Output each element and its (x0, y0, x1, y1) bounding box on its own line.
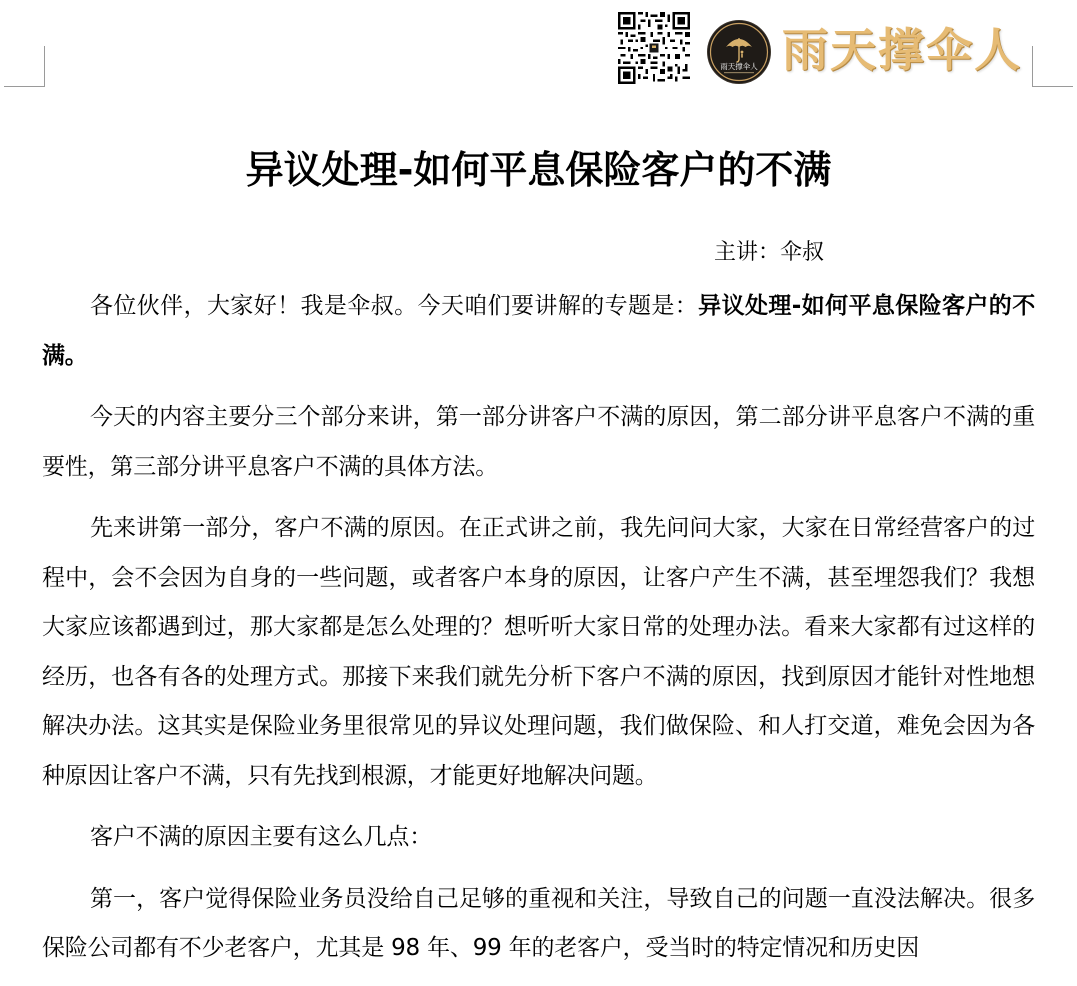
qr-code-image (618, 12, 690, 84)
speaker-line: 主讲：伞叔 (714, 240, 825, 265)
paragraph-bold-text: 异议处理-如何平息保险客户的不满。 (42, 293, 1035, 369)
document-title: 异议处理-如何平息保险客户的不满 (245, 148, 832, 192)
page-corner-mark-left (4, 46, 45, 87)
paragraph: 客户不满的原因主要有这么几点： (90, 824, 433, 850)
paragraph (42, 282, 1035, 381)
brand-logo-icon (706, 19, 772, 85)
logo-badge-text: 雨天撑伞人 (720, 62, 758, 71)
paragraph: 先来讲第一部分，客户不满的原因。在正式讲之前，我先问问大家，大家在日常经营客户的过程中，会不会因为自身的一些问题，或者客户本身的原因，让客户产生不满，甚至埋怨我们？我想大家应该都遇到过，那大家都是怎么处理的？想听听大家日常的处理办法。看来大家都有过这样的经历，也各有各的处理方式。那接下来我们就先分析下客户不满的原因，找到原因才能针对性地想解决办法。这其实是保险业务里很常见的异议处理问题，我们做保险、和人打交道，难免会因为各种原因让客户不满，只有先找到根源，才能更好地解决问题。 (42, 515, 1035, 789)
brand-name: 雨天撑伞人 (782, 23, 1022, 77)
paragraph: 今天的内容主要分三个部分来讲，第一部分讲客户不满的原因，第二部分讲平息客户不满的重要性，第三部分讲平息客户不满的具体方法。 (42, 404, 1035, 480)
paragraph: 第一，客户觉得保险业务员没给自己足够的重视和关注，导致自己的问题一直没法解决。很多保险公司都有不少老客户，尤其是 98 年、99 年的老客户，受当时的特定情况和历史因 (42, 885, 1035, 961)
document-body (42, 282, 1035, 986)
page-corner-mark-right (1032, 46, 1073, 87)
paragraph-text: 各位伙伴，大家好！我是伞叔。今天咱们要讲解的专题是： (90, 293, 699, 319)
